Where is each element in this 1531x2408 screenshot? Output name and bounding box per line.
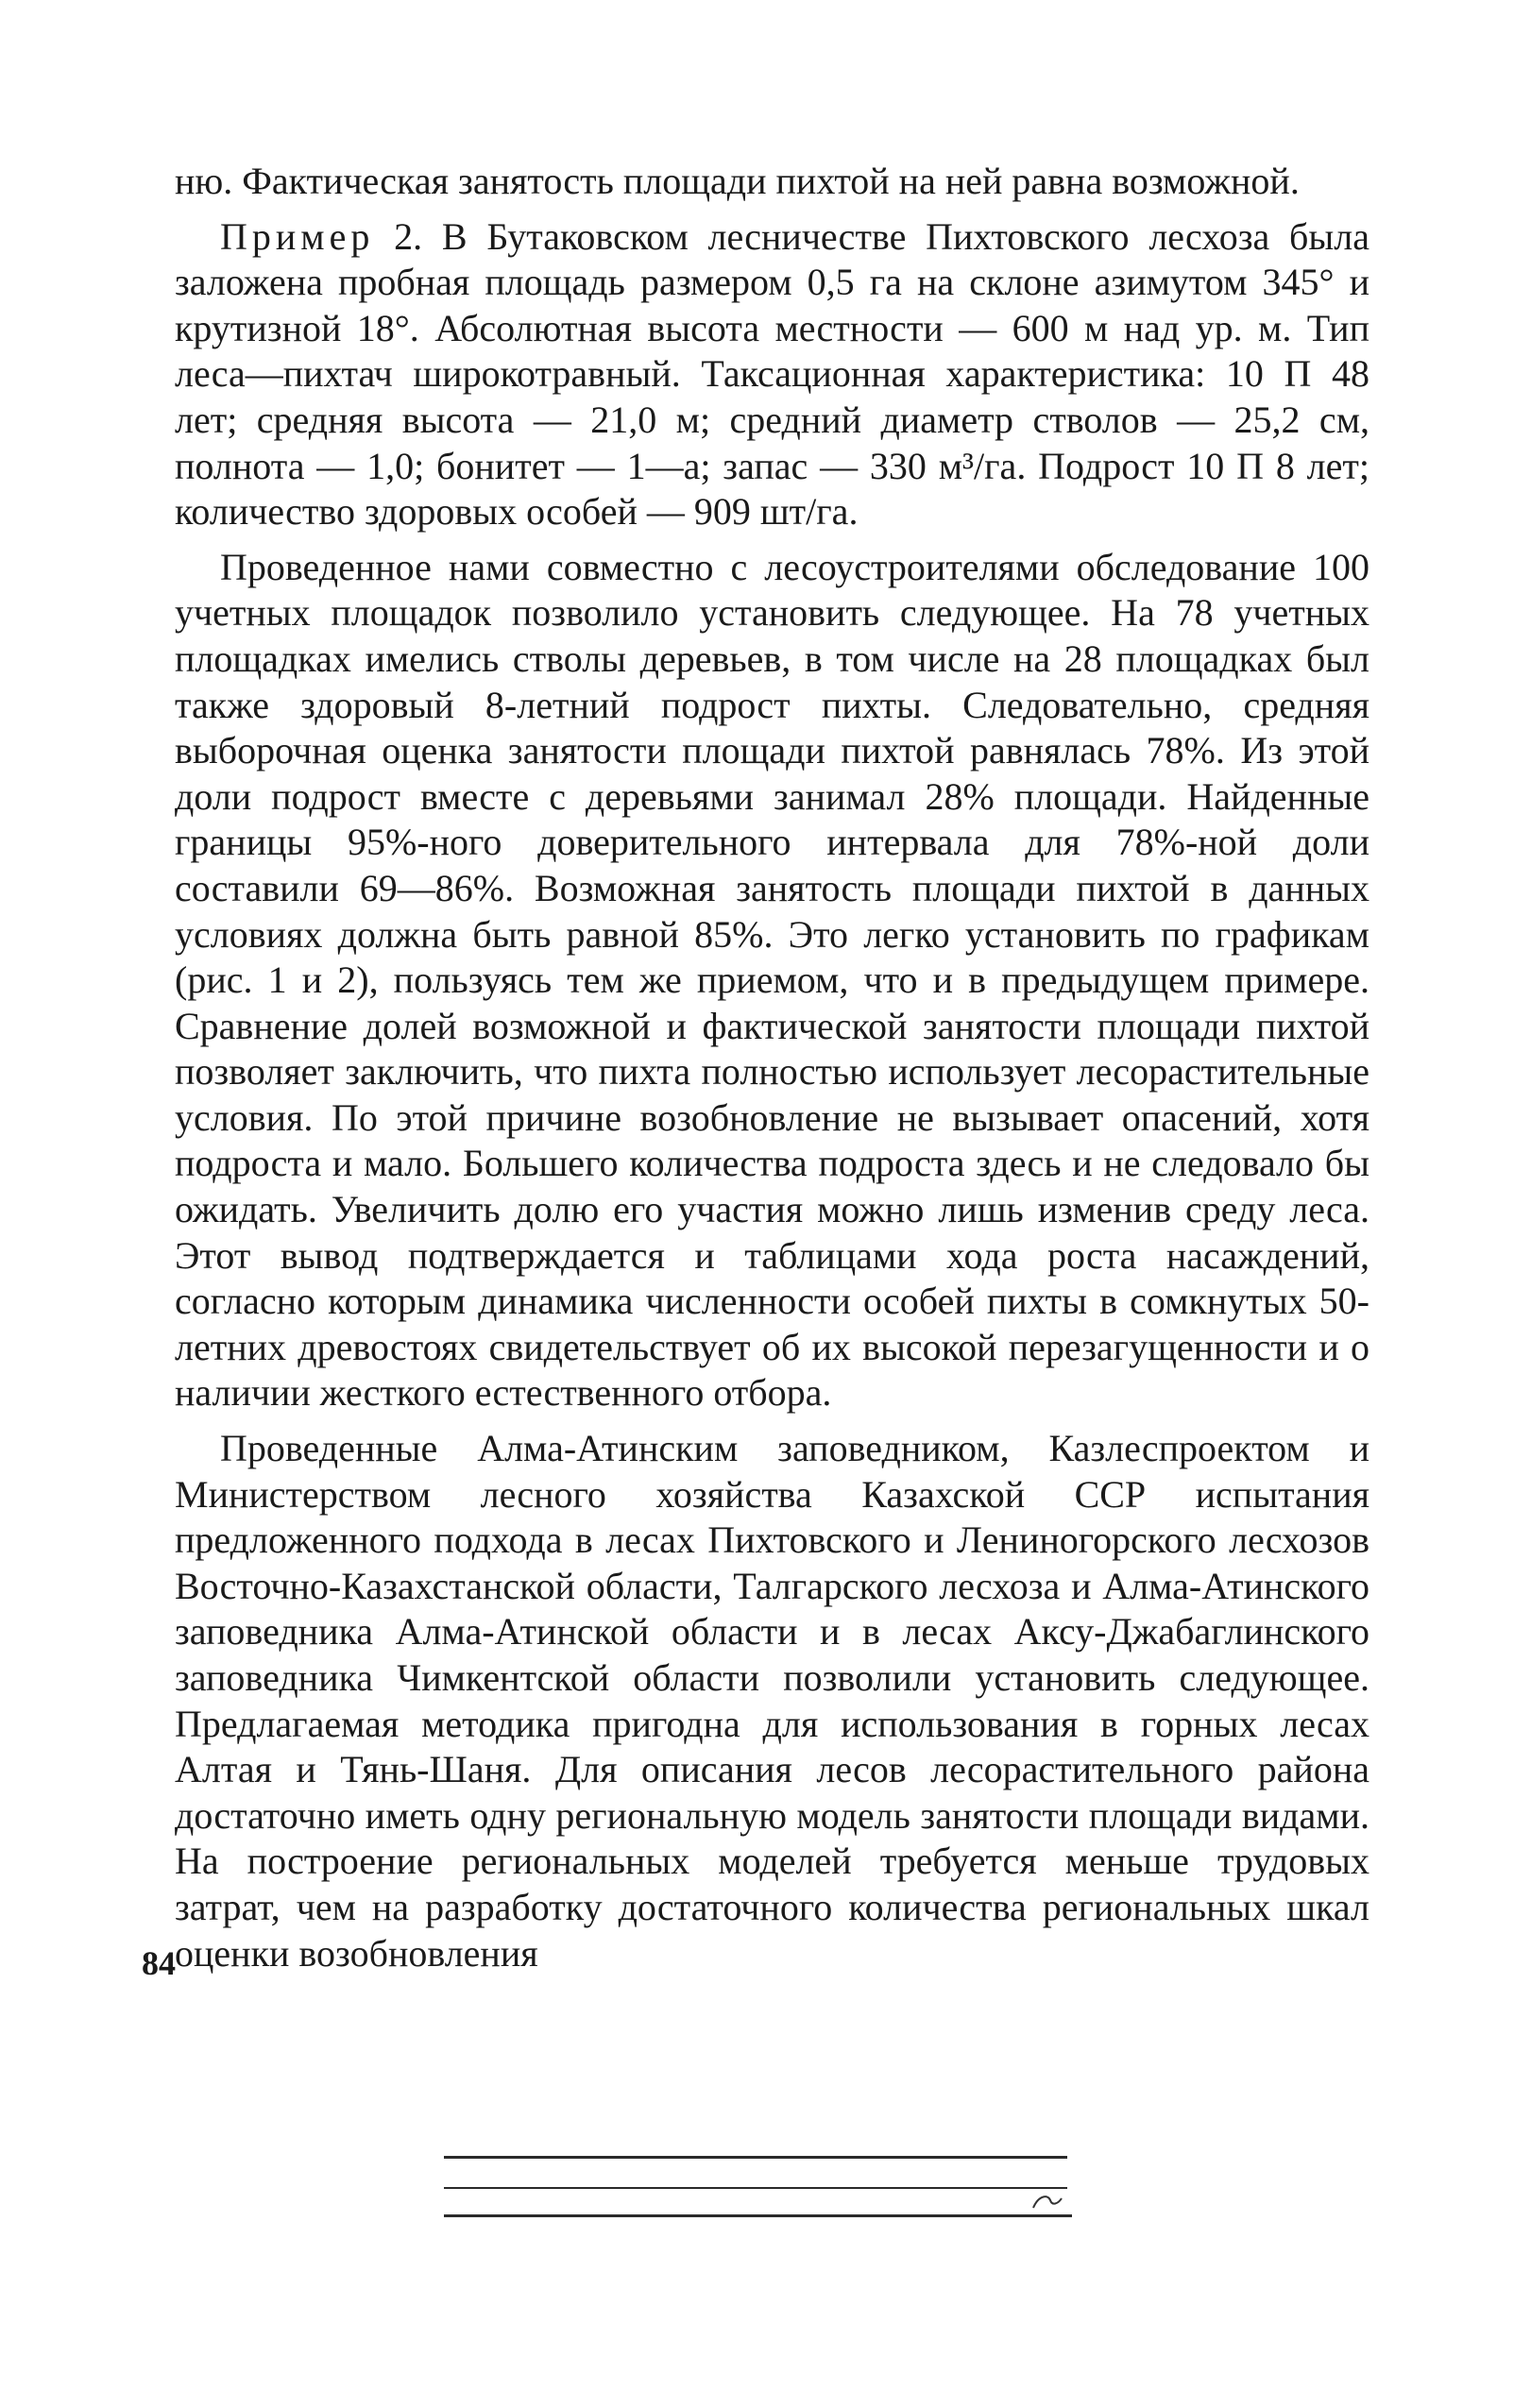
paragraph-example-2 — [175, 214, 1369, 535]
page-number: 84 — [142, 1944, 176, 1982]
example-text: 2. В Бутаковском лесничестве Пихтовского лесхоза была заложена пробная площадь размером 0,5 га на склоне азимутом 345° и крутизной 18°. Абсолютная высота местности — 600 м над ур. м. Тип леса—пихтач широкотравный. Таксационная характеристика: 10 П 48 лет; средняя высота — 21,0 м; средний диаметр стволов — 25,2 см, полнота — 1,0; бонитет — 1—а; запас — 330 м³/га. Подрост 10 П 8 лет; количество здоровых особей — 909 шт/га. — [175, 214, 1369, 534]
pen-mark-icon — [1029, 2191, 1067, 2213]
page-body — [175, 159, 1369, 1976]
paragraph-survey: Проведенное нами совместно с лесоустроителями обследование 100 учетных площадок позволило установить следующее. На 78 учетных площадках имелись стволы деревьев, в том числе на 28 площадках был также здоровый 8-летний подрост пихты. Следовательно, средняя выборочная оценка занятости площади пихтой равнялась 78%. Из этой доли подрост вместе с деревьями занимал 28% площади. Найденные границы 95%-ного доверительного интервала для 78%-ной доли составили 69—86%. Возможная занятость площади пихтой в данных условиях должна быть равной 85%. Это легко установить по графикам (рис. 1 и 2), пользуясь тем же приемом, что и в предыдущем примере. Сравнение долей возможной и фактической занятости площади пихтой позволяет заключить, что пихта полностью использует лесорастительные условия. По этой причине возобновление не вызывает опасений, хотя подроста и мало. Большего количества подроста здесь и не следовало бы ожидать. Увеличить долю его участия можно лишь изменив среду леса. Этот вывод подтверждается и таблицами хода роста насаждений, согласно которым динамика численности особей пихты в сомкнутых 50-летних древостоях свидетельствует об их высокой перезагущенности и о наличии жесткого естественного отбора. — [175, 545, 1369, 1415]
divider-line — [444, 2214, 1072, 2217]
divider-line — [444, 2156, 1067, 2159]
paragraph-continuation: ню. Фактическая занятость площади пихтой на ней равна возможной. — [175, 160, 1300, 202]
divider-line — [444, 2187, 1067, 2189]
example-label: Пример — [220, 214, 375, 258]
paragraph-conclusions: Проведенные Алма-Атинским заповедником, Казлеспроектом и Министерством лесного хозяйства Казахской ССР испытания предложенного подхода в лесах Пихтовского и Лениногорского лесхозов Восточно-Казахстанской области, Талгарского лесхоза и Алма-Атинского заповедника Алма-Атинской области и в лесах Аксу-Джабаглинского заповедника Чимкентской области позволили установить следующее. Предлагаемая методика пригодна для использования в горных лесах Алтая и Тянь-Шаня. Для описания лесов лесорастительного района достаточно иметь одну региональную модель занятости площади видами. На построение региональных моделей требуется меньше трудовых затрат, чем на разработку достаточного количества региональных шкал оценки возобновления — [175, 1427, 1369, 1975]
